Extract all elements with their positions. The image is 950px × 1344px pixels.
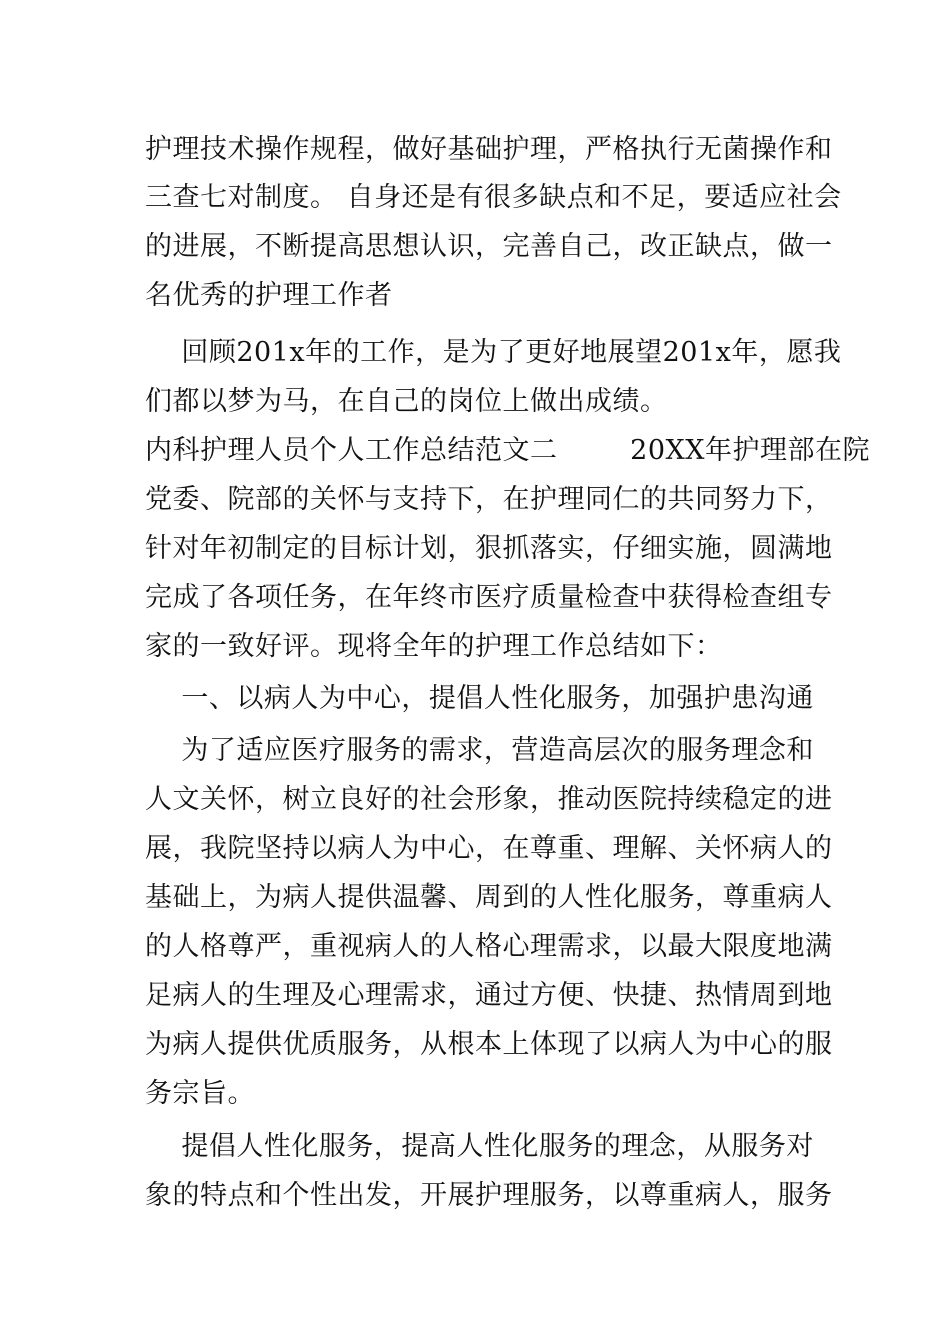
text-line: 家的一致好评。现将全年的护理工作总结如下：: [145, 631, 723, 662]
subheading-line: 一、以病人为中心，提倡人性化服务，加强护患沟通: [145, 683, 814, 714]
text-line: 基础上，为病人提供温馨、周到的人性化服务，尊重病人: [145, 882, 833, 913]
text-line: 护理技术操作规程，做好基础护理，严格执行无菌操作和: [145, 134, 833, 165]
section-title-line: 内科护理人员个人工作总结范文二 20XX年护理部在院: [145, 435, 870, 466]
text-line: 为病人提供优质服务，从根本上体现了以病人为中心的服: [145, 1029, 833, 1060]
text-line: 三查七对制度。 自身还是有很多缺点和不足，要适应社会: [145, 182, 842, 213]
text-line: 足病人的生理及心理需求，通过方便、快捷、热情周到地: [145, 980, 833, 1011]
text-line: 象的特点和个性出发，开展护理服务，以尊重病人，服务: [145, 1180, 833, 1211]
text-line: 的人格尊严，重视病人的人格心理需求，以最大限度地满: [145, 931, 833, 962]
text-line: 务宗旨。: [145, 1078, 255, 1109]
text-line: 提倡人性化服务，提高人性化服务的理念，从服务对: [145, 1131, 814, 1162]
text-line: 为了适应医疗服务的需求，营造高层次的服务理念和: [145, 735, 814, 766]
text-line: 针对年初制定的目标计划，狠抓落实，仔细实施，圆满地: [145, 533, 833, 564]
text-line: 展，我院坚持以病人为中心，在尊重、理解、关怀病人的: [145, 833, 833, 864]
text-line: 完成了各项任务，在年终市医疗质量检查中获得检查组专: [145, 582, 833, 613]
text-line: 回顾201x年的工作，是为了更好地展望201x年，愿我: [145, 337, 842, 368]
text-line: 名优秀的护理工作者: [145, 280, 393, 311]
text-line: 的进展，不断提高思想认识，完善自己，改正缺点，做一: [145, 231, 833, 262]
text-line: 们都以梦为马，在自己的岗位上做出成绩。: [145, 386, 668, 417]
text-line: 党委、院部的关怀与支持下，在护理同仁的共同努力下，: [145, 484, 833, 515]
text-line: 人文关怀，树立良好的社会形象，推动医院持续稳定的进: [145, 784, 833, 815]
